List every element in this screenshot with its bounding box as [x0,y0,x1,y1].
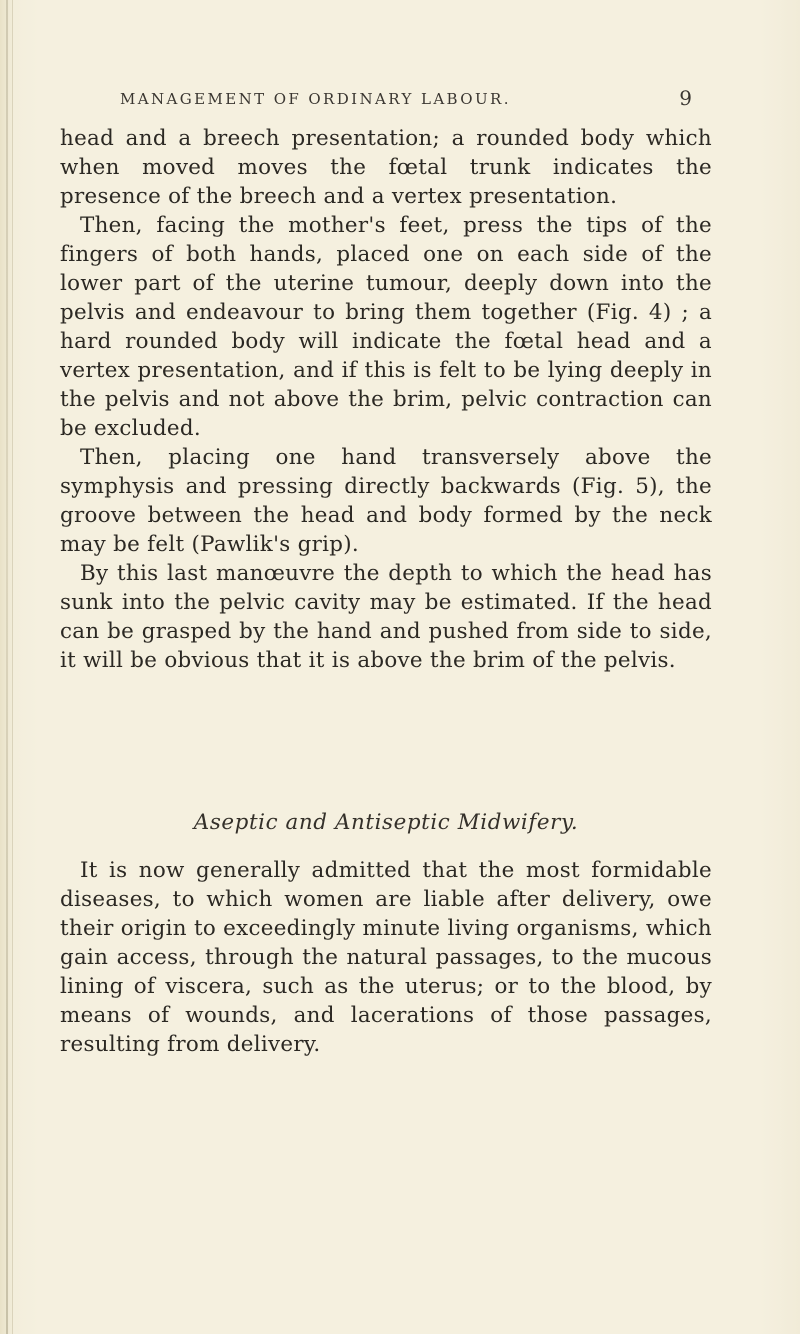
main-text [60,124,712,675]
page-number: 9 [679,86,692,110]
running-head [120,86,692,116]
section-text [60,856,712,1059]
paragraph: head and a breech presentation; a rounded body which when moved moves the fœtal trunk indicates the presence of the breech and a vertex presentation. [60,126,712,209]
paragraph: It is now generally admitted that the most formidable diseases, to which women are liable after delivery, owe their origin to exceedingly minute living organisms, which gain access, through the natural passages, to the mucous lining of viscera, such as the uterus; or to the blood, by means of wounds, and lacerations of those passages, resulting from delivery. [60,858,712,1057]
paragraph: Then, placing one hand transversely above the symphysis and pressing directly backwards (Fig. 5), the groove between the head and body formed by the neck may be felt (Pawlik's grip). [60,445,712,557]
section-heading: Aseptic and Antiseptic Midwifery. [193,810,579,835]
binding-edge [6,0,8,1334]
binding-edge-inner [12,0,13,1334]
paragraph: By this last manœuvre the depth to which the head has sunk into the pelvic cavity may be estimated. If the head can be grasped by the hand and pushed from side to side, it will be obvious that it is above the brim of the pelvis. [60,561,712,673]
paragraph: Then, facing the mother's feet, press the tips of the fingers of both hands, placed one on each side of the lower part of the uterine tumour, deeply down into the pelvis and endeavour to bring them together (Fig. 4) ; a hard rounded body will indicate the fœtal head and a vertex presentation, and if this is felt to be lying deeply in the pelvis and not above the brim, pelvic contraction can be excluded. [60,213,712,441]
running-title: MANAGEMENT OF ORDINARY LABOUR. [120,90,511,108]
